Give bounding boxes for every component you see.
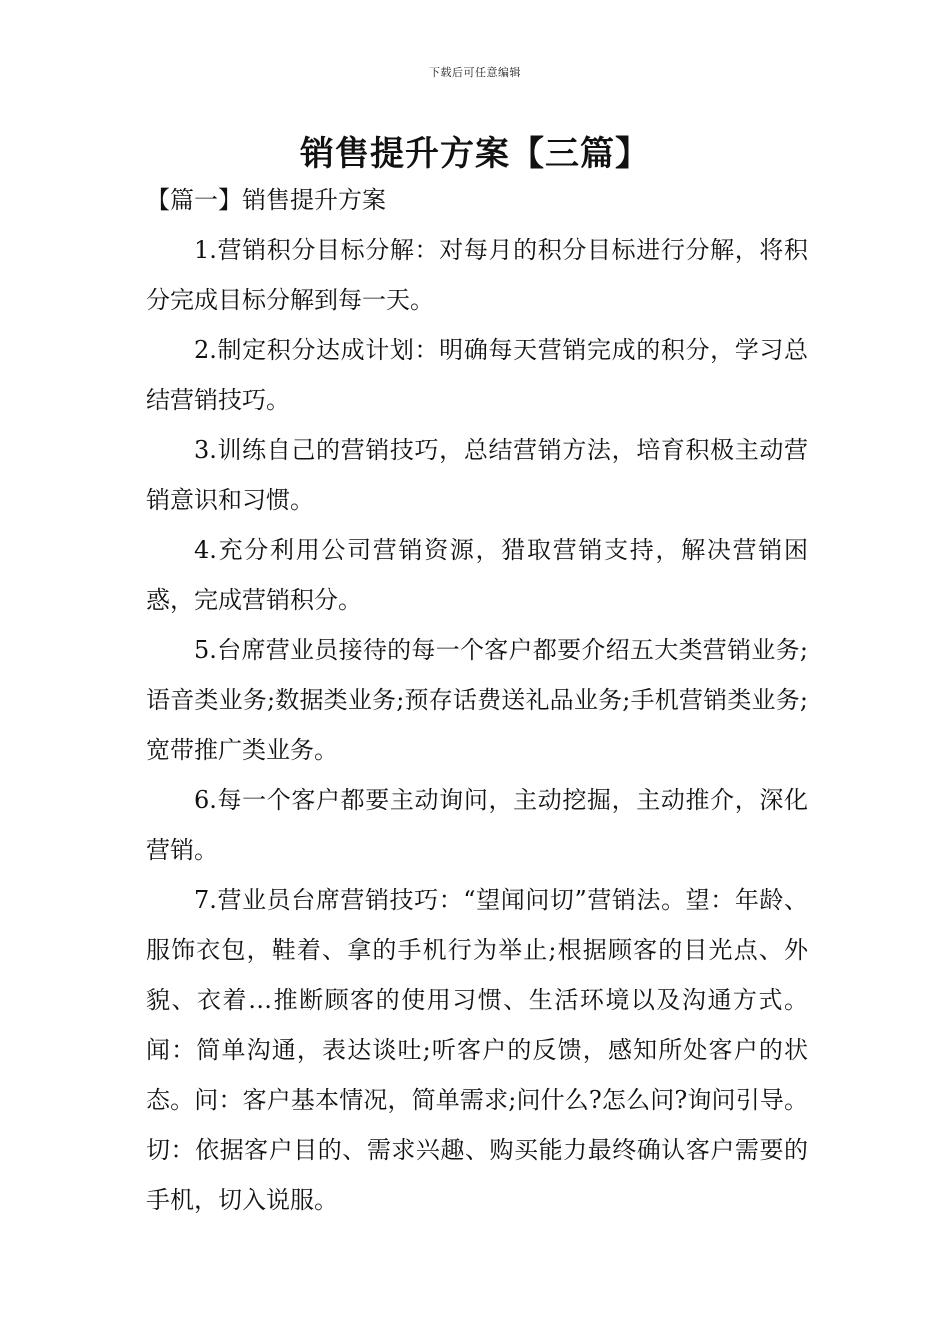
document-title: 销售提升方案【三篇】: [300, 134, 650, 174]
paragraph-1: 1.营销积分目标分解：对每月的积分目标进行分解，将积分完成目标分解到每一天。: [146, 236, 808, 314]
paragraph-5: 5.台席营业员接待的每一个客户都要介绍五大类营销业务;语音类业务;数据类业务;预存话费送礼品业务;手机营销类业务;宽带推广类业务。: [146, 636, 808, 764]
paragraph-7: 7.营业员台席营销技巧：“望闻问切”营销法。望：年龄、服饰衣包，鞋着、拿的手机行为举止;根据顾客的目光点、外貌、衣着…推断顾客的使用习惯、生活环境以及沟通方式。闻：简单沟通，表达谈吐;听客户的反馈，感知所处客户的状态。问：客户基本情况，简单需求;问什么?怎么问?询问引导。切：依据客户目的、需求兴趣、购买能力最终确认客户需要的手机，切入说服。: [146, 886, 808, 1214]
paragraph-4: 4.充分利用公司营销资源，猎取营销支持，解决营销困惑，完成营销积分。: [146, 536, 808, 614]
paragraph-2: 2.制定积分达成计划：明确每天营销完成的积分，学习总结营销技巧。: [146, 336, 808, 414]
header-note: 下载后可任意编辑: [429, 66, 521, 79]
section-heading: 【篇一】销售提升方案: [146, 186, 386, 214]
document-body: [146, 175, 808, 1225]
paragraph-6: 6.每一个客户都要主动询问，主动挖掘，主动推介，深化营销。: [146, 786, 808, 864]
paragraph-3: 3.训练自己的营销技巧，总结营销方法，培育积极主动营销意识和习惯。: [146, 436, 808, 514]
